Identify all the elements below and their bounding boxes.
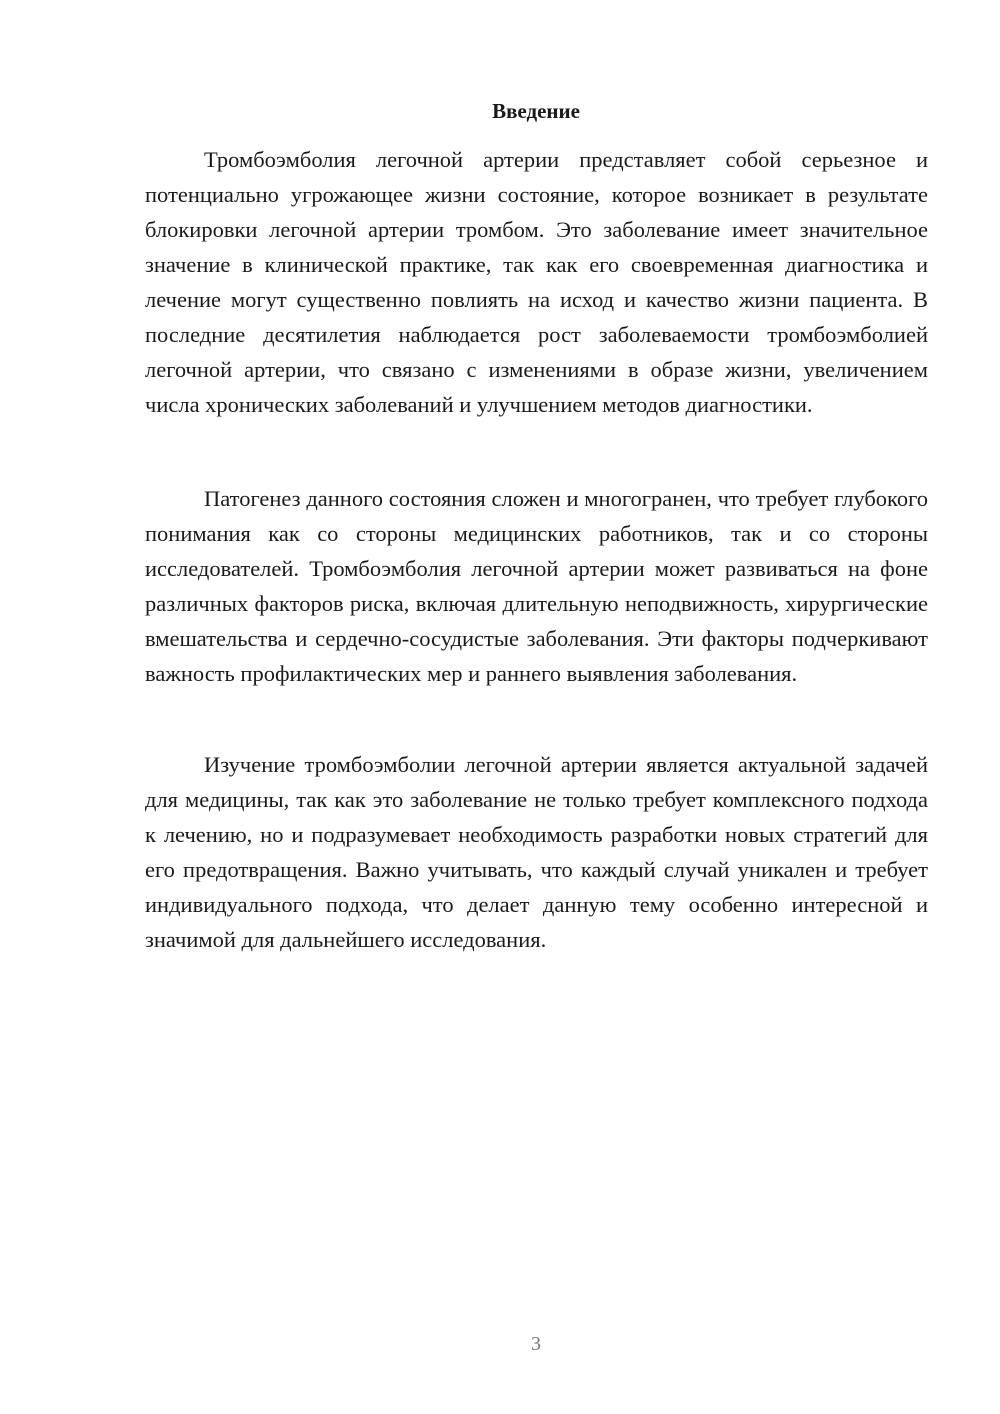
paragraph-2: Патогенез данного состояния сложен и многогранен, что требует глубокого понимания как со стороны медицинских работников, так и со стороны исследователей. Тромбоэмболия легочной артерии может развиваться на фоне различных факторов риска, включая длительную неподвижность, хирургические вмешательства и сердечно-сосудистые заболевания. Эти факторы подчеркивают важность профилактических мер и раннего выявления заболевания. <box>145 486 928 686</box>
section-heading: Введение <box>492 99 580 123</box>
page-number: 3 <box>531 1333 541 1355</box>
paragraph-1: Тромбоэмболия легочной артерии представляет собой серьезное и потенциально угрожающее жизни состояние, которое возникает в результате блокировки легочной артерии тромбом. Это заболевание имеет значительное значение в клинической практике, так как его своевременная диагностика и лечение могут существенно повлиять на исход и качество жизни пациента. В последние десятилетия наблюдается рост заболеваемости тромбоэмболией легочной артерии, что связано с изменениями в образе жизни, увеличением числа хронических заболеваний и улучшением методов диагностики. <box>145 147 928 417</box>
paragraph-3: Изучение тромбоэмболии легочной артерии является актуальной задачей для медицины, так как это заболевание не только требует комплексного подхода к лечению, но и подразумевает необходимость разработки новых стратегий для его предотвращения. Важно учитывать, что каждый случай уникален и требует индивидуального подхода, что делает данную тему особенно интересной и значимой для дальнейшего исследования. <box>145 752 928 952</box>
